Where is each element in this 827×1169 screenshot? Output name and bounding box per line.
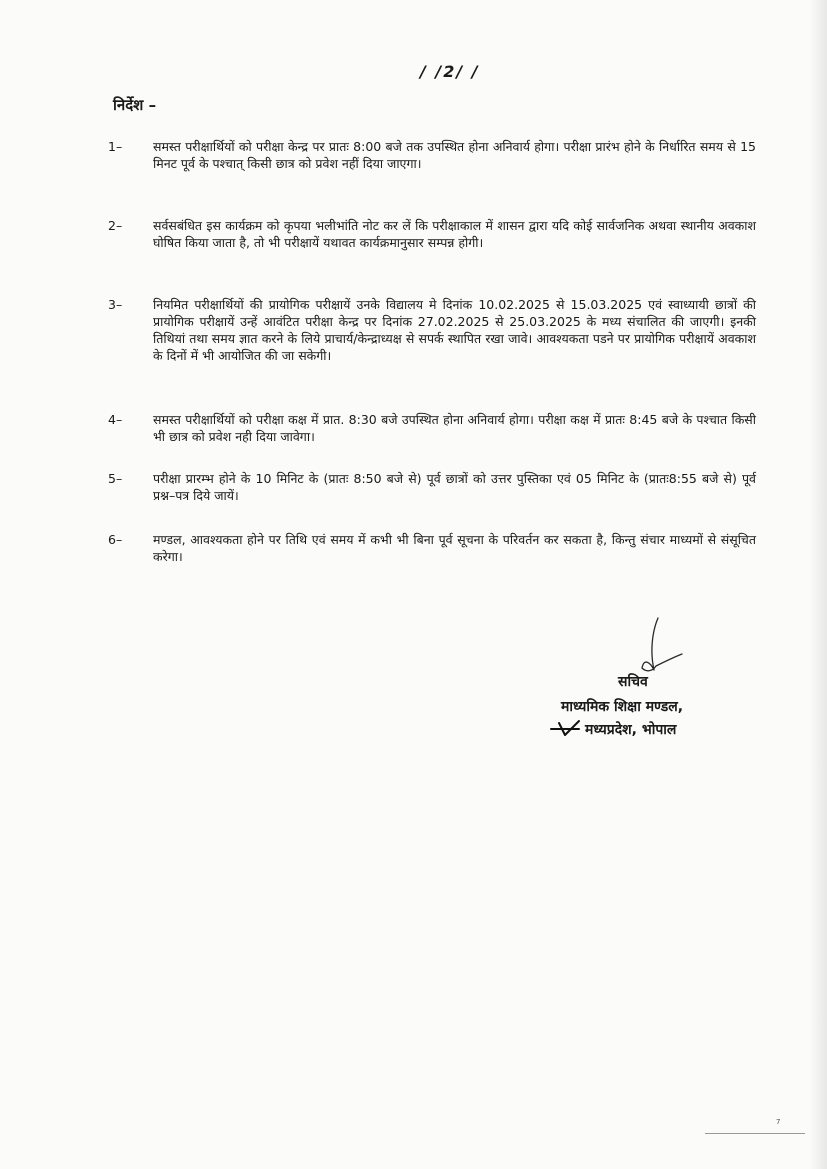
page-edge-shadow	[809, 0, 827, 1169]
page-number: / /2/ /	[420, 62, 480, 81]
instruction-number: 1–	[108, 139, 123, 154]
instruction-text: नियमित परीक्षार्थियों की प्रायोगिक परीक्षायें उनके विद्यालय मे दिनांक 10.02.2025 से 15.03.2025 एवं स्वाध्यायी छात्रों की प्रायोगिक परीक्षायें उन्हें आवंटित परीक्षा केन्द्र पर दिनांक 27.02.2025 से 25.03.2025 के मध्य संचालित की जाएगी। इनकी तिथियां तथा समय ज्ञात करने के लिये प्राचार्य/केन्द्राध्यक्ष से सपर्क स्थापित रखा जावे। आवश्यकता पडने पर प्रायोगिक परीक्षायें अवकाश के दिनों में भी आयोजित की जा सकेगी।	[153, 297, 756, 363]
instruction-number: 3–	[108, 297, 123, 312]
instruction-text: सर्वसबंधित इस कार्यक्रम को कृपया भलीभांति नोट कर लें कि परीक्षाकाल में शासन द्वारा यदि कोई सार्वजनिक अथवा स्थानीय अवकाश घोषित किया जाता है, तो भी परीक्षायें यथावत कार्यक्रमानुसार सम्पन्न होगी।	[153, 218, 756, 250]
instruction-item-1	[108, 138, 756, 172]
instruction-item-5	[108, 470, 756, 504]
instruction-text: मण्डल, आवश्यकता होने पर तिथि एवं समय में कभी भी बिना पूर्व सूचना के परिवर्तन कर सकता है, किन्तु संचार माध्यमों से संसूचित करेगा।	[153, 532, 756, 564]
instruction-number: 5–	[108, 471, 123, 486]
instruction-text: परीक्षा प्रारम्भ होने के 10 मिनिट के (प्रातः 8:50 बजे से) पूर्व छात्रों को उत्तर पुस्तिका एवं 05 मिनिट के (प्रातः8:55 बजे से) पूर्व प्रश्न–पत्र दिये जायें।	[153, 471, 756, 503]
instruction-item-6	[108, 531, 756, 565]
instruction-item-2	[108, 217, 756, 251]
instruction-number: 4–	[108, 412, 123, 427]
instruction-item-3	[108, 296, 756, 364]
tick-mark-icon	[549, 719, 583, 739]
instruction-item-4	[108, 411, 756, 445]
instruction-text: समस्त परीक्षार्थियों को परीक्षा कक्ष में प्रात. 8:30 बजे उपस्थित होना अनिवार्य होगा। परीक्षा कक्ष में प्रातः 8:45 बजे के पश्चात किसी भी छात्र को प्रवेश नही दिया जावेगा।	[153, 412, 756, 444]
instruction-text: समस्त परीक्षार्थियों को परीक्षा केन्द्र पर प्रातः 8:00 बजे तक उपस्थित होना अनिवार्य होगा। परीक्षा प्रारंभ होने के निर्धारित समय से 15 मिनट पूर्व के पश्चात् किसी छात्र को प्रवेश नहीं दिया जाएगा।	[153, 139, 756, 171]
signatory-organization: माध्यमिक शिक्षा मण्डल,	[561, 699, 684, 715]
instructions-heading: निर्देश –	[113, 96, 157, 114]
instruction-number: 6–	[108, 532, 123, 547]
footer-mark: 7	[776, 1118, 781, 1126]
signatory-title: सचिव	[618, 674, 648, 690]
footer-rule	[705, 1133, 805, 1134]
signatory-location: मध्यप्रदेश, भोपाल	[585, 722, 677, 738]
instruction-number: 2–	[108, 218, 123, 233]
